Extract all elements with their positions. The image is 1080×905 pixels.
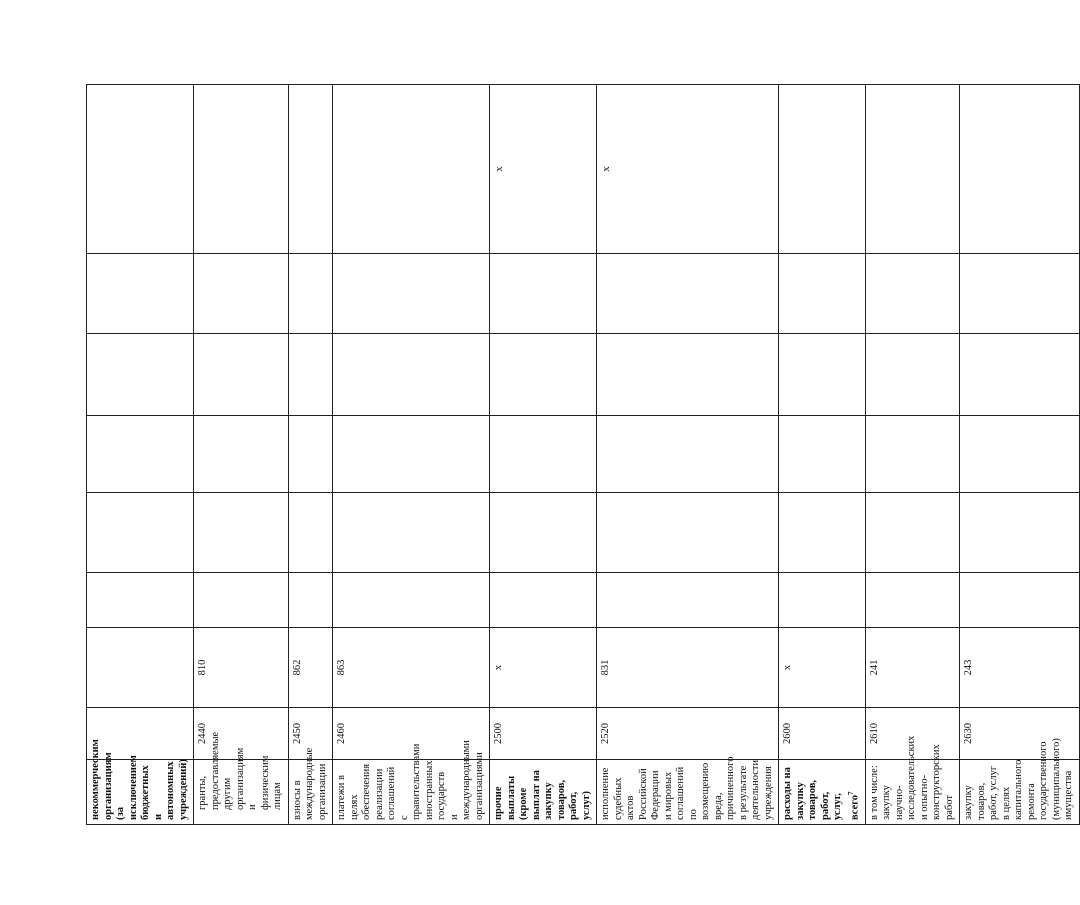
empty-cell — [194, 493, 289, 573]
row-name — [779, 760, 866, 825]
row-name-prefix: в том числе: — [868, 765, 880, 820]
empty-cell — [333, 573, 490, 628]
row-name: закупку товаров, работ, услуг в целях капитального ремонта государственного (муниципального) имущества — [960, 760, 1080, 825]
row-name-text: расходы на закупку товаров, работ, услуг, всего — [782, 767, 860, 820]
empty-cell — [865, 254, 960, 334]
empty-cell — [333, 334, 490, 416]
empty-cell — [865, 573, 960, 628]
mark-cell — [87, 85, 194, 254]
empty-cell — [779, 254, 866, 334]
table-row — [490, 85, 597, 825]
line-code: 2460 — [333, 708, 490, 760]
kbk-code: x — [779, 628, 866, 708]
table-row — [779, 85, 866, 825]
row-name: прочие выплаты (кроме выплат на закупку товаров, работ, услуг) — [490, 760, 597, 825]
kbk-code: x — [490, 628, 597, 708]
mark-cell — [779, 85, 866, 254]
empty-cell — [288, 334, 333, 416]
empty-cell — [597, 493, 779, 573]
row-name: платежи в целях обеспечения реализации соглашений с правительствами иностранных государств и международными организациями — [333, 760, 490, 825]
financial-plan-table — [86, 84, 1080, 825]
empty-cell — [597, 334, 779, 416]
line-code: 2440 — [194, 708, 289, 760]
row-name: исполнение судебных актов Российской Федерации и мировых соглашений по возмещению вреда, причиненного в результате деятельности учреждения — [597, 760, 779, 825]
empty-cell — [597, 416, 779, 493]
empty-cell — [779, 334, 866, 416]
empty-cell — [333, 493, 490, 573]
empty-cell — [779, 573, 866, 628]
empty-cell — [87, 573, 194, 628]
empty-cell — [288, 573, 333, 628]
empty-cell — [597, 573, 779, 628]
empty-cell — [960, 416, 1080, 493]
mark-cell — [288, 85, 333, 254]
empty-cell — [87, 254, 194, 334]
line-code: 2500 — [490, 708, 597, 760]
empty-cell — [960, 493, 1080, 573]
empty-cell — [779, 493, 866, 573]
empty-cell — [194, 573, 289, 628]
empty-cell — [490, 493, 597, 573]
row-name-text: закупку научно-исследовательских и опытно-конструкторских работ — [881, 735, 955, 820]
empty-cell — [288, 254, 333, 334]
empty-cell — [865, 334, 960, 416]
mark-cell — [333, 85, 490, 254]
empty-cell — [490, 254, 597, 334]
empty-cell — [333, 254, 490, 334]
mark-cell: x — [597, 85, 779, 254]
footnote-mark: 7 — [846, 791, 855, 795]
empty-cell — [779, 416, 866, 493]
row-name — [865, 735, 960, 825]
kbk-code: 863 — [333, 628, 490, 708]
row-name: некоммерческим организациям (за исключением бюджетных и автономных учреждений) — [87, 760, 194, 825]
line-code: 2610 — [865, 708, 960, 760]
empty-cell — [87, 416, 194, 493]
line-code: 2520 — [597, 708, 779, 760]
table-row — [194, 85, 289, 825]
empty-cell — [490, 573, 597, 628]
empty-cell — [597, 254, 779, 334]
mark-cell: x — [490, 85, 597, 254]
empty-cell — [194, 254, 289, 334]
table-row — [288, 85, 333, 825]
row-name: взносы в международные организации — [288, 760, 333, 825]
empty-cell — [194, 334, 289, 416]
row-name: гранты, предоставляемые другим организациям и физическим лицам — [194, 760, 289, 825]
line-code: 2630 — [960, 708, 1080, 760]
empty-cell — [87, 334, 194, 416]
kbk-code: 241 — [865, 628, 960, 708]
empty-cell — [490, 416, 597, 493]
kbk-code: 810 — [194, 628, 289, 708]
table-row — [597, 85, 779, 825]
table-row — [333, 85, 490, 825]
table-row — [87, 85, 194, 825]
mark-cell — [960, 85, 1080, 254]
kbk-code: 862 — [288, 628, 333, 708]
mark-cell — [865, 85, 960, 254]
table-row — [960, 85, 1080, 825]
empty-cell — [87, 493, 194, 573]
empty-cell — [960, 573, 1080, 628]
kbk-code: 243 — [960, 628, 1080, 708]
table-row — [865, 85, 960, 825]
empty-cell — [865, 493, 960, 573]
mark-cell — [194, 85, 289, 254]
line-code: 2600 — [779, 708, 866, 760]
empty-cell — [865, 416, 960, 493]
empty-cell — [288, 493, 333, 573]
empty-cell — [490, 334, 597, 416]
line-code: 2450 — [288, 708, 333, 760]
empty-cell — [960, 334, 1080, 416]
empty-cell — [333, 416, 490, 493]
empty-cell — [960, 254, 1080, 334]
empty-cell — [288, 416, 333, 493]
kbk-code: 831 — [597, 628, 779, 708]
empty-cell — [194, 416, 289, 493]
kbk-code — [87, 628, 194, 708]
rotated-table-wrapper — [86, 85, 1074, 825]
